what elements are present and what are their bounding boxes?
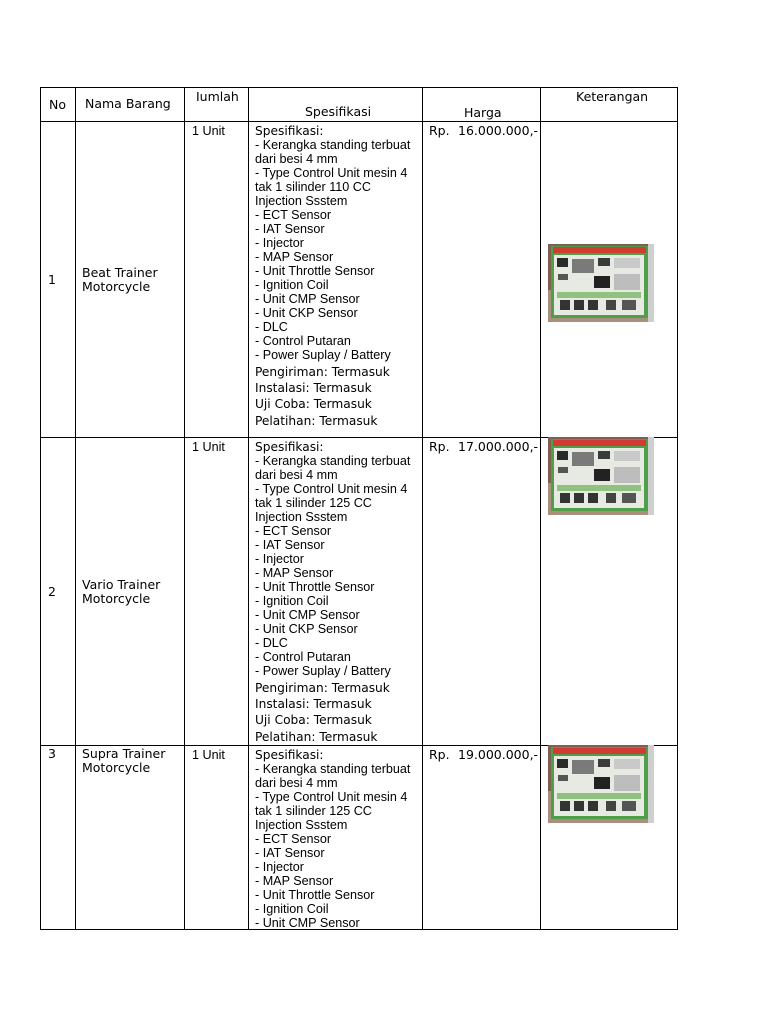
spec-extra: Pelatihan: Termasuk [255,729,378,744]
spec-line: tak 1 silinder 125 CC [255,496,372,510]
spec-extra: Pengiriman: Termasuk [255,365,390,379]
spec-line: - Unit Throttle Sensor [255,264,375,278]
trainer-board-photo [548,244,654,322]
spec-title: Spesifikasi: [255,748,324,762]
row-name: Beat Trainer [82,265,158,280]
price-currency: Rp. [429,123,450,138]
spec-line: tak 1 silinder 110 CC [255,180,371,194]
price-value: 16.000.000,- [458,123,539,138]
row-price [429,748,538,762]
spec-line: - Injector [255,236,304,250]
product-table [40,87,678,930]
spec-line: - MAP Sensor [255,250,334,264]
spec-line: - Ignition Coil [255,278,329,292]
trainer-board-photo [548,745,654,823]
spec-line: - Kerangka standing terbuat [255,138,411,152]
spec-line: - DLC [255,636,288,650]
row-quantity: 1 Unit [192,440,225,454]
spec-title: Spesifikasi: [255,124,324,138]
spec-line: - MAP Sensor [255,566,334,580]
spec-line: - Power Suplay / Battery [255,664,391,678]
spec-line: - ECT Sensor [255,832,332,846]
spec-line: Injection Ssstem [255,818,348,832]
spec-line: - Injector [255,860,304,874]
spec-line: - IAT Sensor [255,846,325,860]
row-specification [255,748,425,930]
spec-line: - Injector [255,552,304,566]
spec-line: - ECT Sensor [255,208,332,222]
spec-extra: Uji Coba: Termasuk [255,397,372,412]
header-jumlah: Iumlah [196,89,239,104]
row-no: 2 [48,584,56,599]
header-harga: Harga [464,105,502,120]
spec-line: - MAP Sensor [255,874,334,888]
row-no: 3 [48,746,56,761]
spec-line: - Kerangka standing terbuat [255,762,411,776]
price-currency: Rp. [429,439,450,454]
price-currency: Rp. [429,747,450,762]
column-divider [75,88,76,929]
spec-line: - Unit CKP Sensor [255,622,358,636]
row-name: Vario Trainer [82,577,161,592]
spec-extra: Uji Coba: Termasuk [255,713,372,728]
spec-extra: Instalasi: Termasuk [255,381,372,396]
spec-line: - Unit CKP Sensor [255,306,358,320]
spec-line: - Type Control Unit mesin 4 [255,482,408,496]
price-value: 17.000.000,- [458,439,539,454]
spec-line: tak 1 silinder 125 CC [255,804,372,818]
row-name-line2: Motorcycle [82,760,151,775]
spec-line: - Power Suplay / Battery [255,348,391,362]
spec-line: - Unit CMP Sensor [255,916,360,930]
spec-line: - ECT Sensor [255,524,332,538]
row-specification [255,124,425,429]
spec-line: - Control Putaran [255,650,351,664]
trainer-board-photo [548,437,654,515]
row-quantity: 1 Unit [192,124,225,138]
spec-line: Injection Ssstem [255,194,348,208]
spec-extra: Pengiriman: Termasuk [255,681,390,695]
spec-line: - Unit Throttle Sensor [255,580,375,594]
row-no: 1 [48,272,56,287]
spec-extra: Pelatihan: Termasuk [255,413,378,428]
spec-line: Injection Ssstem [255,510,348,524]
spec-line: - IAT Sensor [255,538,325,552]
row-specification [255,440,425,745]
spec-line: - IAT Sensor [255,222,325,236]
price-value: 19.000.000,- [458,747,539,762]
spec-line: - Control Putaran [255,334,351,348]
row-name-line2: Motorcycle [82,591,151,606]
spec-line: - Ignition Coil [255,594,329,608]
row-name-line2: Motorcycle [82,279,151,294]
spec-line: - Unit Throttle Sensor [255,888,375,902]
spec-line: - Unit CMP Sensor [255,608,360,622]
spec-extra: Instalasi: Termasuk [255,697,372,712]
spec-line: dari besi 4 mm [255,152,338,166]
spec-line: dari besi 4 mm [255,776,338,790]
header-nama-barang: Nama Barang [85,96,171,111]
spec-line: - Type Control Unit mesin 4 [255,166,408,180]
row-quantity: 1 Unit [192,748,225,762]
spec-line: - Unit CMP Sensor [255,292,360,306]
column-divider [540,88,541,929]
header-spesifikasi: Spesifikasi [305,104,372,119]
spec-line: - Ignition Coil [255,902,329,916]
header-keterangan: Keterangan [576,89,649,104]
row-divider [41,121,677,122]
column-divider [248,88,249,929]
row-name: Supra Trainer [82,746,166,761]
header-no: No [49,97,66,112]
row-price [429,440,538,454]
spec-line: - DLC [255,320,288,334]
row-price [429,124,538,138]
spec-line: - Type Control Unit mesin 4 [255,790,408,804]
spec-title: Spesifikasi: [255,440,324,454]
spec-line: dari besi 4 mm [255,468,338,482]
column-divider [184,88,185,929]
spec-line: - Kerangka standing terbuat [255,454,411,468]
